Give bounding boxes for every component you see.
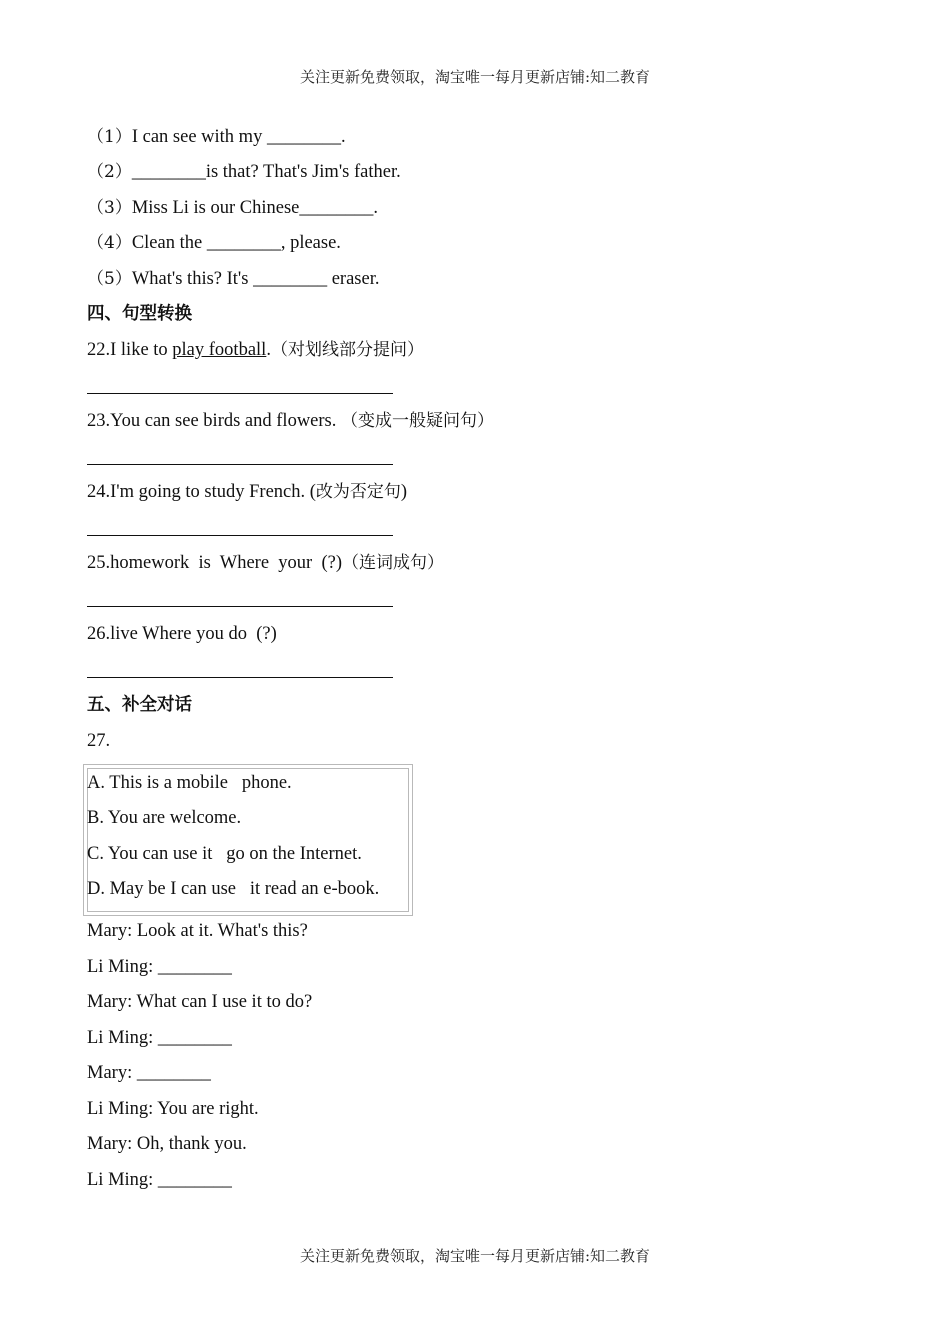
item-text: ________is that? That's Jim's father. xyxy=(131,162,401,182)
option-b: B. You are welcome. xyxy=(87,808,242,828)
question-23 xyxy=(87,410,494,432)
q23-text: 23.You can see birds and flowers. xyxy=(87,411,341,431)
item-text: I can see with my ________. xyxy=(131,127,346,147)
answer-line-25[interactable] xyxy=(87,606,393,607)
dialogue-line-1: Mary: Look at it. What's this? xyxy=(87,921,308,941)
dialogue-line-5: Mary: ________ xyxy=(87,1063,211,1083)
question-24 xyxy=(87,481,407,503)
q24-text: 24.I'm going to study French. ( xyxy=(87,482,316,502)
q22-underlined: play football xyxy=(172,340,267,360)
q24-instruction: 改为否定句 xyxy=(315,482,401,502)
q25-text: 25.homework is Where your (?) xyxy=(87,553,342,573)
question-25 xyxy=(87,552,444,574)
item-number: （2） xyxy=(87,162,132,182)
fill-blank-item-5 xyxy=(87,268,379,290)
item-text: Miss Li is our Chinese________. xyxy=(131,198,378,218)
item-number: （4） xyxy=(87,233,132,253)
question-27-number: 27. xyxy=(87,731,111,751)
section-title-4: 四、句型转换 xyxy=(87,304,192,324)
fill-blank-item-3 xyxy=(87,197,378,219)
answer-line-26[interactable] xyxy=(87,677,393,678)
dialogue-line-2: Li Ming: ________ xyxy=(87,957,232,977)
answer-line-22[interactable] xyxy=(87,393,393,394)
dialogue-line-8: Li Ming: ________ xyxy=(87,1170,232,1190)
item-text: Clean the ________, please. xyxy=(131,233,341,253)
section-title-5: 五、补全对话 xyxy=(87,695,192,715)
option-a: A. This is a mobile phone. xyxy=(87,773,292,793)
fill-blank-item-2 xyxy=(87,161,401,183)
dialogue-line-4: Li Ming: ________ xyxy=(87,1028,232,1048)
answer-line-24[interactable] xyxy=(87,535,393,536)
fill-blank-item-4 xyxy=(87,232,341,254)
q22-prefix: 22.I like to xyxy=(87,340,173,360)
q22-instruction: （对划线部分提问） xyxy=(270,340,424,360)
page-footer: 关注更新免费领取，淘宝唯一每月更新店铺:知二教育 xyxy=(299,1247,651,1265)
item-number: （3） xyxy=(87,198,132,218)
q22-suffix: . xyxy=(266,340,271,360)
question-22 xyxy=(87,339,424,361)
item-number: （1） xyxy=(87,127,132,147)
q26-text: 26.live Where you do (?) xyxy=(87,624,277,644)
dialogue-line-7: Mary: Oh, thank you. xyxy=(87,1134,247,1154)
q23-instruction: （变成一般疑问句） xyxy=(341,411,494,431)
dialogue-line-6: Li Ming: You are right. xyxy=(87,1099,259,1119)
item-number: （5） xyxy=(87,269,132,289)
answer-line-23[interactable] xyxy=(87,464,393,465)
question-26 xyxy=(87,623,277,645)
q25-instruction: （连词成句） xyxy=(342,553,444,573)
option-c: C. You can use it go on the Internet. xyxy=(87,844,362,864)
fill-blank-item-1 xyxy=(87,126,346,148)
option-d: D. May be I can use it read an e-book. xyxy=(87,879,380,899)
q24-close: ) xyxy=(400,482,408,502)
dialogue-line-3: Mary: What can I use it to do? xyxy=(87,992,313,1012)
page-header: 关注更新免费领取，淘宝唯一每月更新店铺:知二教育 xyxy=(299,68,651,86)
item-text: What's this? It's ________ eraser. xyxy=(131,269,380,289)
